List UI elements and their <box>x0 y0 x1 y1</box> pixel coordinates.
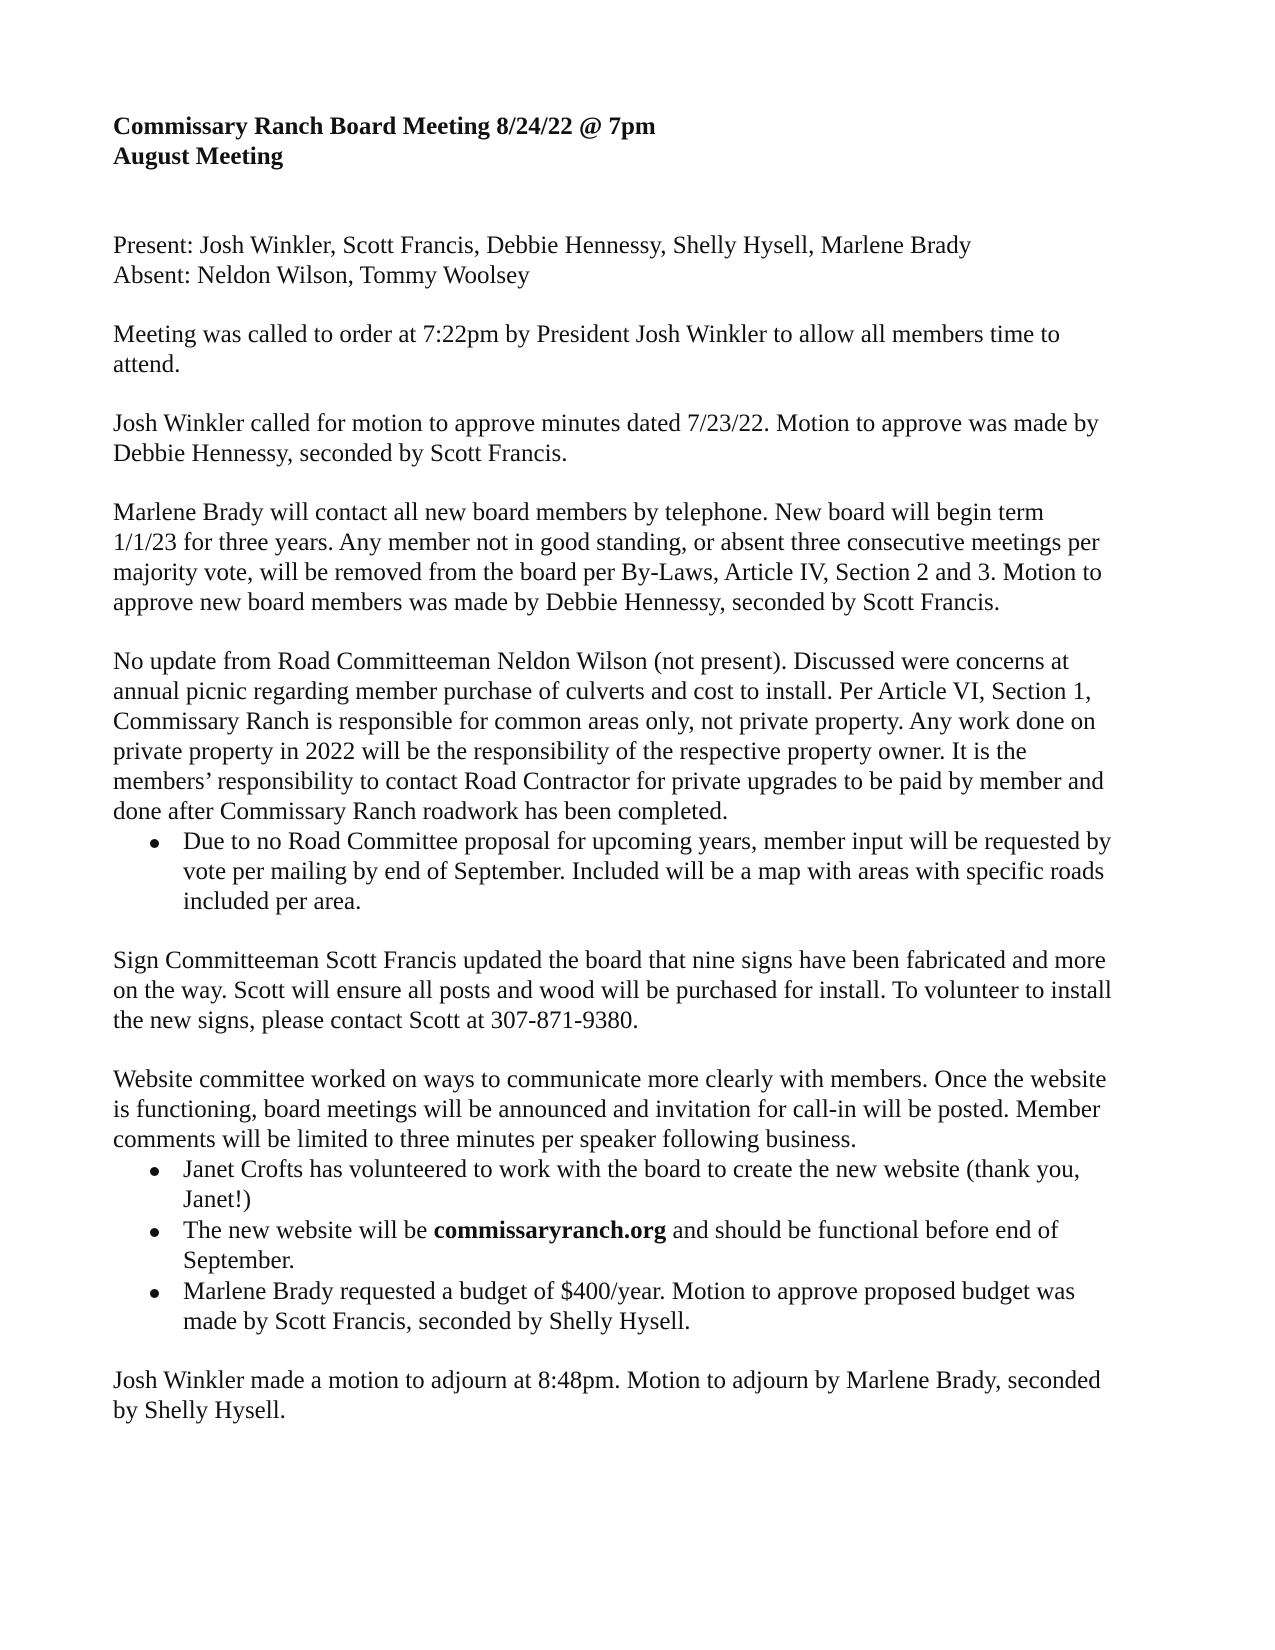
road-bullet: Due to no Road Committee proposal for upcoming years, member input will be requested by vote per mailing by end of September. Included will be a map with areas with specific roads included per area. <box>113 827 1113 917</box>
url-prefix: The new website will be <box>183 1217 434 1244</box>
url-suffix: and should be functional before end of September. <box>183 1217 1059 1274</box>
attendance <box>113 231 1113 291</box>
website-bullet-list <box>113 1155 1113 1337</box>
paragraph-adjourn: Josh Winkler made a motion to adjourn at 8:48pm. Motion to adjourn by Marlene Brady, seconded by Shelly Hysell. <box>113 1367 1101 1424</box>
title-line-2: August Meeting <box>113 143 284 170</box>
website-bullet-budget: Marlene Brady requested a budget of $400/year. Motion to approve proposed budget was made by Scott Francis, seconded by Shelly Hysell. <box>113 1277 1113 1337</box>
document-page <box>113 112 1113 1426</box>
road-bullet-list <box>113 827 1113 917</box>
present-line: Present: Josh Winkler, Scott Francis, Debbie Hennessy, Shelly Hysell, Marlene Brady <box>113 232 972 259</box>
paragraph-website: Website committee worked on ways to communicate more clearly with members. Once the website is functioning, board meetings will be announced and invitation for call-in will be posted. Member comments will be limited to three minutes per speaker following business. <box>113 1066 1107 1153</box>
document-title <box>113 112 1113 172</box>
title-line-1: Commissary Ranch Board Meeting 8/24/22 @ 7pm <box>113 113 656 140</box>
website-url: commissaryranch.org <box>433 1217 667 1244</box>
absent-line: Absent: Neldon Wilson, Tommy Woolsey <box>113 262 530 289</box>
paragraph-board: Marlene Brady will contact all new board members by telephone. New board will begin term 1/1/23 for three years. Any member not in good standing, or absent three consecutive meetings per majority vote, will be removed from the board per By-Laws, Article IV, Section 2 and 3. Motion to approve new board members was made by Debbie Hennessy, seconded by Scott Francis. <box>113 499 1102 616</box>
paragraph-road: No update from Road Committeeman Neldon Wilson (not present). Discussed were concerns at annual picnic regarding member purchase of culverts and cost to install. Per Article VI, Section 1, Commissary Ranch is responsible for common areas only, not private property. Any work done on private property in 2022 will be the responsibility of the respective property owner. It is the members’ responsibility to contact Road Contractor for private upgrades to be paid by member and done after Commissary Ranch roadwork has been completed. <box>113 648 1104 825</box>
paragraph-call-to-order: Meeting was called to order at 7:22pm by President Josh Winkler to allow all members time to attend. <box>113 321 1060 378</box>
paragraph-minutes: Josh Winkler called for motion to approve minutes dated 7/23/22. Motion to approve was made by Debbie Hennessy, seconded by Scott Francis. <box>113 410 1099 467</box>
website-bullet-crofts: Janet Crofts has volunteered to work with the board to create the new website (thank you, Janet!) <box>113 1155 1113 1215</box>
website-bullet-url <box>113 1216 1113 1276</box>
paragraph-signs: Sign Committeeman Scott Francis updated the board that nine signs have been fabricated and more on the way. Scott will ensure all posts and wood will be purchased for install. To volunteer to install the new signs, please contact Scott at 307-871-9380. <box>113 947 1112 1034</box>
